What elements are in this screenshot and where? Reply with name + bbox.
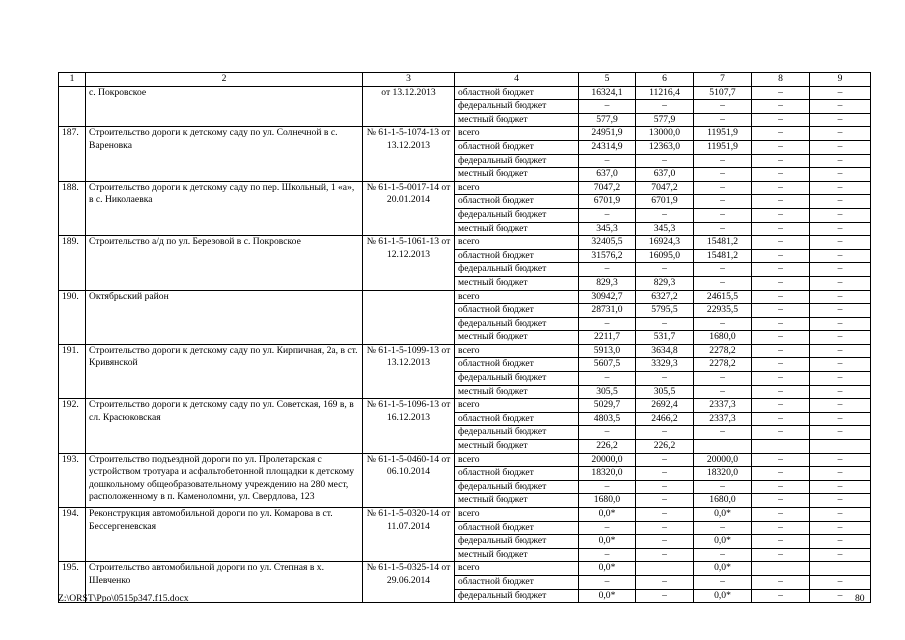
amount-cell: – — [636, 589, 694, 603]
amount-cell: – — [810, 589, 871, 603]
amount-cell: 18320,0 — [694, 467, 752, 481]
header-cell: 8 — [752, 73, 810, 87]
amount-cell: – — [810, 304, 871, 318]
funding-source: местный бюджет — [455, 494, 579, 508]
funding-source: местный бюджет — [455, 222, 579, 236]
amount-cell: 13000,0 — [636, 127, 694, 141]
item-name: Реконструкция автомобильной дороги по ул. Комарова в ст. Бессергеневская — [86, 508, 363, 562]
amount-cell: 226,2 — [579, 440, 636, 454]
amount-cell: 637,0 — [579, 168, 636, 182]
amount-cell: – — [810, 154, 871, 168]
amount-cell: 16924,3 — [636, 236, 694, 250]
funding-source: всего — [455, 236, 579, 250]
amount-cell: – — [752, 86, 810, 100]
amount-cell: – — [810, 208, 871, 222]
amount-cell: 31576,2 — [579, 249, 636, 263]
amount-cell — [752, 440, 810, 454]
amount-cell: – — [694, 480, 752, 494]
funding-source: федеральный бюджет — [455, 480, 579, 494]
item-document: № 61-1-5-0017-14 от 20.01.2014 — [363, 181, 455, 235]
amount-cell: – — [752, 508, 810, 522]
amount-cell: – — [579, 548, 636, 562]
funding-source: областной бюджет — [455, 467, 579, 481]
funding-source: всего — [455, 508, 579, 522]
amount-cell: – — [694, 222, 752, 236]
table-row — [59, 508, 871, 522]
amount-cell: – — [752, 168, 810, 182]
amount-cell: 637,0 — [636, 168, 694, 182]
amount-cell: – — [694, 195, 752, 209]
amount-cell: – — [579, 154, 636, 168]
funding-source: областной бюджет — [455, 140, 579, 154]
item-name: Строительство дороги к детскому саду по ул. Советская, 169 в, в сл. Красюковская — [86, 399, 363, 453]
amount-cell: 0,0* — [579, 562, 636, 576]
amount-cell: 829,3 — [636, 276, 694, 290]
amount-cell: – — [752, 589, 810, 603]
amount-cell: – — [752, 467, 810, 481]
item-number: 190. — [59, 290, 86, 344]
header-cell: 1 — [59, 73, 86, 87]
header-cell: 9 — [810, 73, 871, 87]
amount-cell: 24314,9 — [579, 140, 636, 154]
amount-cell: – — [810, 331, 871, 345]
item-number: 193. — [59, 453, 86, 507]
amount-cell: – — [752, 385, 810, 399]
amount-cell: 15481,2 — [694, 236, 752, 250]
amount-cell: – — [694, 575, 752, 589]
funding-source: федеральный бюджет — [455, 100, 579, 114]
amount-cell: – — [579, 100, 636, 114]
amount-cell: – — [636, 480, 694, 494]
item-number: 187. — [59, 127, 86, 181]
item-document: № 61-1-5-1099-13 от 13.12.2013 — [363, 344, 455, 398]
item-document: от 13.12.2013 — [363, 86, 455, 127]
table-row — [59, 236, 871, 250]
item-number: 188. — [59, 181, 86, 235]
amount-cell: – — [810, 467, 871, 481]
amount-cell: 20000,0 — [579, 453, 636, 467]
amount-cell: 5607,5 — [579, 358, 636, 372]
amount-cell: 1680,0 — [694, 494, 752, 508]
amount-cell — [694, 440, 752, 454]
amount-cell: 3329,3 — [636, 358, 694, 372]
amount-cell: – — [752, 236, 810, 250]
amount-cell: 22935,5 — [694, 304, 752, 318]
amount-cell: 32405,5 — [579, 236, 636, 250]
amount-cell: – — [752, 100, 810, 114]
funding-source: местный бюджет — [455, 168, 579, 182]
funding-source: местный бюджет — [455, 548, 579, 562]
amount-cell: 345,3 — [579, 222, 636, 236]
amount-cell — [810, 562, 871, 576]
amount-cell: – — [810, 344, 871, 358]
amount-cell: – — [810, 399, 871, 413]
funding-source: местный бюджет — [455, 113, 579, 127]
item-name: Октябрьский район — [86, 290, 363, 344]
amount-cell: – — [752, 426, 810, 440]
item-name: Строительство дороги к детскому саду по ул. Кирпичная, 2а, в ст. Кривянской — [86, 344, 363, 398]
amount-cell: – — [752, 535, 810, 549]
table-row — [59, 562, 871, 576]
amount-cell: 12363,0 — [636, 140, 694, 154]
item-name: Строительство дороги к детскому саду по ул. Солнечной в с. Вареновка — [86, 127, 363, 181]
amount-cell: 5029,7 — [579, 399, 636, 413]
amount-cell: – — [694, 426, 752, 440]
funding-source: федеральный бюджет — [455, 535, 579, 549]
funding-source: областной бюджет — [455, 521, 579, 535]
amount-cell: – — [694, 154, 752, 168]
amount-cell: 305,5 — [579, 385, 636, 399]
amount-cell: 5795,5 — [636, 304, 694, 318]
funding-source: всего — [455, 127, 579, 141]
amount-cell: 11951,9 — [694, 127, 752, 141]
funding-source: местный бюджет — [455, 276, 579, 290]
amount-cell: – — [636, 154, 694, 168]
amount-cell: – — [810, 548, 871, 562]
item-number: 191. — [59, 344, 86, 398]
amount-cell: – — [752, 208, 810, 222]
amount-cell: – — [694, 208, 752, 222]
funding-source: федеральный бюджет — [455, 263, 579, 277]
amount-cell: – — [752, 412, 810, 426]
item-name: Строительство автомобильной дороги по ул. Степная в х. Шевченко — [86, 562, 363, 603]
table-row — [59, 86, 871, 100]
amount-cell: 2466,2 — [636, 412, 694, 426]
amount-cell: – — [636, 494, 694, 508]
amount-cell: – — [752, 575, 810, 589]
amount-cell: – — [810, 236, 871, 250]
amount-cell: 7047,2 — [579, 181, 636, 195]
amount-cell: – — [810, 575, 871, 589]
amount-cell: – — [752, 372, 810, 386]
header-cell: 6 — [636, 73, 694, 87]
table-header-row — [59, 73, 871, 87]
amount-cell: – — [752, 548, 810, 562]
table-row — [59, 127, 871, 141]
funding-source: федеральный бюджет — [455, 589, 579, 603]
amount-cell: 577,9 — [636, 113, 694, 127]
footer-page-number: 80 — [855, 593, 865, 604]
amount-cell: – — [636, 100, 694, 114]
header-cell: 7 — [694, 73, 752, 87]
amount-cell — [636, 562, 694, 576]
amount-cell: 16324,1 — [579, 86, 636, 100]
amount-cell: – — [694, 168, 752, 182]
amount-cell: 6327,2 — [636, 290, 694, 304]
amount-cell: – — [752, 127, 810, 141]
amount-cell: 2692,4 — [636, 399, 694, 413]
amount-cell: – — [694, 317, 752, 331]
table-row — [59, 344, 871, 358]
amount-cell: – — [810, 276, 871, 290]
amount-cell: 0,0* — [694, 589, 752, 603]
header-cell: 4 — [455, 73, 579, 87]
amount-cell: – — [752, 331, 810, 345]
amount-cell: – — [810, 412, 871, 426]
header-cell: 2 — [86, 73, 363, 87]
amount-cell: 2211,7 — [579, 331, 636, 345]
item-number: 189. — [59, 236, 86, 290]
amount-cell: 2337,3 — [694, 412, 752, 426]
amount-cell: – — [810, 290, 871, 304]
funding-source: областной бюджет — [455, 249, 579, 263]
header-cell: 3 — [363, 73, 455, 87]
amount-cell — [810, 440, 871, 454]
amount-cell: 2337,3 — [694, 399, 752, 413]
amount-cell: – — [752, 249, 810, 263]
budget-table — [58, 72, 871, 603]
funding-source: всего — [455, 562, 579, 576]
item-number — [59, 86, 86, 127]
funding-source: федеральный бюджет — [455, 372, 579, 386]
amount-cell: – — [694, 372, 752, 386]
amount-cell: – — [636, 467, 694, 481]
amount-cell: – — [752, 181, 810, 195]
amount-cell: 11216,4 — [636, 86, 694, 100]
amount-cell: – — [810, 453, 871, 467]
amount-cell: 7047,2 — [636, 181, 694, 195]
amount-cell: 0,0* — [579, 589, 636, 603]
amount-cell: – — [752, 304, 810, 318]
amount-cell: – — [810, 480, 871, 494]
amount-cell: 24951,9 — [579, 127, 636, 141]
amount-cell: 5913,0 — [579, 344, 636, 358]
amount-cell: – — [810, 426, 871, 440]
amount-cell: 226,2 — [636, 440, 694, 454]
amount-cell: 11951,9 — [694, 140, 752, 154]
amount-cell: 577,9 — [579, 113, 636, 127]
item-document: № 61-1-5-1096-13 от 16.12.2013 — [363, 399, 455, 453]
item-number: 192. — [59, 399, 86, 453]
amount-cell: – — [752, 276, 810, 290]
item-number: 194. — [59, 508, 86, 562]
amount-cell: – — [810, 127, 871, 141]
amount-cell: – — [810, 508, 871, 522]
amount-cell: – — [752, 263, 810, 277]
amount-cell: 18320,0 — [579, 467, 636, 481]
amount-cell: 16095,0 — [636, 249, 694, 263]
funding-source: всего — [455, 181, 579, 195]
amount-cell: 30942,7 — [579, 290, 636, 304]
amount-cell: – — [579, 372, 636, 386]
amount-cell: – — [694, 521, 752, 535]
amount-cell: – — [579, 317, 636, 331]
funding-source: областной бюджет — [455, 86, 579, 100]
amount-cell: – — [636, 548, 694, 562]
amount-cell: 0,0* — [579, 508, 636, 522]
amount-cell: 305,5 — [636, 385, 694, 399]
amount-cell: – — [810, 317, 871, 331]
amount-cell: – — [810, 263, 871, 277]
amount-cell: – — [694, 263, 752, 277]
amount-cell: 0,0* — [694, 562, 752, 576]
funding-source: местный бюджет — [455, 385, 579, 399]
amount-cell: – — [752, 195, 810, 209]
amount-cell — [752, 562, 810, 576]
item-name: Строительство подъездной дороги по ул. Пролетарская с устройством тротуара и асфальтобетонной площадки к детскому дошкольному общеобразовательному учреждению на 280 мест, расположенному в п. Каменоломни, ул. Свердлова, 123 — [86, 453, 363, 507]
funding-source: областной бюджет — [455, 412, 579, 426]
amount-cell: – — [752, 222, 810, 236]
amount-cell: 1680,0 — [579, 494, 636, 508]
amount-cell: – — [810, 100, 871, 114]
funding-source: всего — [455, 290, 579, 304]
amount-cell: – — [579, 480, 636, 494]
funding-source: областной бюджет — [455, 304, 579, 318]
amount-cell: 0,0* — [694, 535, 752, 549]
amount-cell: – — [636, 521, 694, 535]
item-name: Строительство дороги к детскому саду по пер. Школьный, 1 «а», в с. Николаевка — [86, 181, 363, 235]
item-name: с. Покровское — [86, 86, 363, 127]
amount-cell: – — [752, 399, 810, 413]
amount-cell: – — [752, 154, 810, 168]
funding-source: федеральный бюджет — [455, 317, 579, 331]
funding-source: всего — [455, 344, 579, 358]
amount-cell: 6701,9 — [579, 195, 636, 209]
footer-file-path: Z:\ORST\Ppo\0515p347.f15.docx — [58, 593, 189, 604]
amount-cell: – — [636, 208, 694, 222]
amount-cell: – — [752, 358, 810, 372]
funding-source: областной бюджет — [455, 358, 579, 372]
amount-cell: – — [810, 249, 871, 263]
amount-cell: – — [810, 535, 871, 549]
funding-source: местный бюджет — [455, 440, 579, 454]
amount-cell: – — [810, 372, 871, 386]
amount-cell: – — [694, 276, 752, 290]
amount-cell: – — [810, 140, 871, 154]
header-cell: 5 — [579, 73, 636, 87]
amount-cell: – — [636, 453, 694, 467]
funding-source: областной бюджет — [455, 575, 579, 589]
amount-cell: – — [752, 453, 810, 467]
amount-cell: – — [579, 521, 636, 535]
amount-cell: 20000,0 — [694, 453, 752, 467]
amount-cell: – — [694, 548, 752, 562]
amount-cell: – — [579, 575, 636, 589]
amount-cell: 15481,2 — [694, 249, 752, 263]
item-number: 195. — [59, 562, 86, 603]
amount-cell: – — [579, 208, 636, 222]
amount-cell: 0,0* — [579, 535, 636, 549]
amount-cell: – — [636, 575, 694, 589]
table-row — [59, 399, 871, 413]
amount-cell: – — [810, 521, 871, 535]
amount-cell: – — [810, 195, 871, 209]
amount-cell: 531,7 — [636, 331, 694, 345]
amount-cell: – — [810, 113, 871, 127]
amount-cell: – — [752, 140, 810, 154]
amount-cell: – — [752, 521, 810, 535]
table-row — [59, 453, 871, 467]
amount-cell: 5107,7 — [694, 86, 752, 100]
amount-cell: 1680,0 — [694, 331, 752, 345]
funding-source: всего — [455, 453, 579, 467]
amount-cell: 4803,5 — [579, 412, 636, 426]
amount-cell: 3634,8 — [636, 344, 694, 358]
table-row — [59, 290, 871, 304]
amount-cell: 28731,0 — [579, 304, 636, 318]
funding-source: всего — [455, 399, 579, 413]
amount-cell: 0,0* — [694, 508, 752, 522]
amount-cell: – — [636, 535, 694, 549]
amount-cell: 2278,2 — [694, 358, 752, 372]
funding-source: федеральный бюджет — [455, 426, 579, 440]
amount-cell: 6701,9 — [636, 195, 694, 209]
item-document: № 61-1-5-0320-14 от 11.07.2014 — [363, 508, 455, 562]
item-document: № 61-1-5-1061-13 от 12.12.2013 — [363, 236, 455, 290]
amount-cell: – — [636, 263, 694, 277]
table-row — [59, 181, 871, 195]
amount-cell: 829,3 — [579, 276, 636, 290]
item-name: Строительство а/д по ул. Березовой в с. Покровское — [86, 236, 363, 290]
amount-cell: 24615,5 — [694, 290, 752, 304]
item-document: № 61-1-5-0460-14 от 06.10.2014 — [363, 453, 455, 507]
amount-cell: – — [579, 263, 636, 277]
amount-cell: – — [810, 168, 871, 182]
amount-cell: – — [810, 181, 871, 195]
funding-source: местный бюджет — [455, 331, 579, 345]
amount-cell: – — [636, 426, 694, 440]
amount-cell: – — [752, 494, 810, 508]
amount-cell: – — [694, 385, 752, 399]
funding-source: областной бюджет — [455, 195, 579, 209]
amount-cell: – — [752, 317, 810, 331]
amount-cell: – — [810, 222, 871, 236]
amount-cell: – — [694, 181, 752, 195]
amount-cell: – — [810, 494, 871, 508]
amount-cell: – — [810, 358, 871, 372]
amount-cell: – — [752, 344, 810, 358]
item-document — [363, 290, 455, 344]
item-document: № 61-1-5-1074-13 от 13.12.2013 — [363, 127, 455, 181]
funding-source: федеральный бюджет — [455, 154, 579, 168]
funding-source: федеральный бюджет — [455, 208, 579, 222]
amount-cell: – — [579, 426, 636, 440]
amount-cell: – — [752, 480, 810, 494]
item-document: № 61-1-5-0325-14 от 29.06.2014 — [363, 562, 455, 603]
amount-cell: 2278,2 — [694, 344, 752, 358]
amount-cell: – — [694, 113, 752, 127]
amount-cell: – — [810, 385, 871, 399]
amount-cell: – — [636, 508, 694, 522]
amount-cell: – — [752, 290, 810, 304]
amount-cell: 345,3 — [636, 222, 694, 236]
amount-cell: – — [752, 113, 810, 127]
amount-cell: – — [636, 372, 694, 386]
amount-cell: – — [694, 100, 752, 114]
amount-cell: – — [636, 317, 694, 331]
amount-cell: – — [810, 86, 871, 100]
